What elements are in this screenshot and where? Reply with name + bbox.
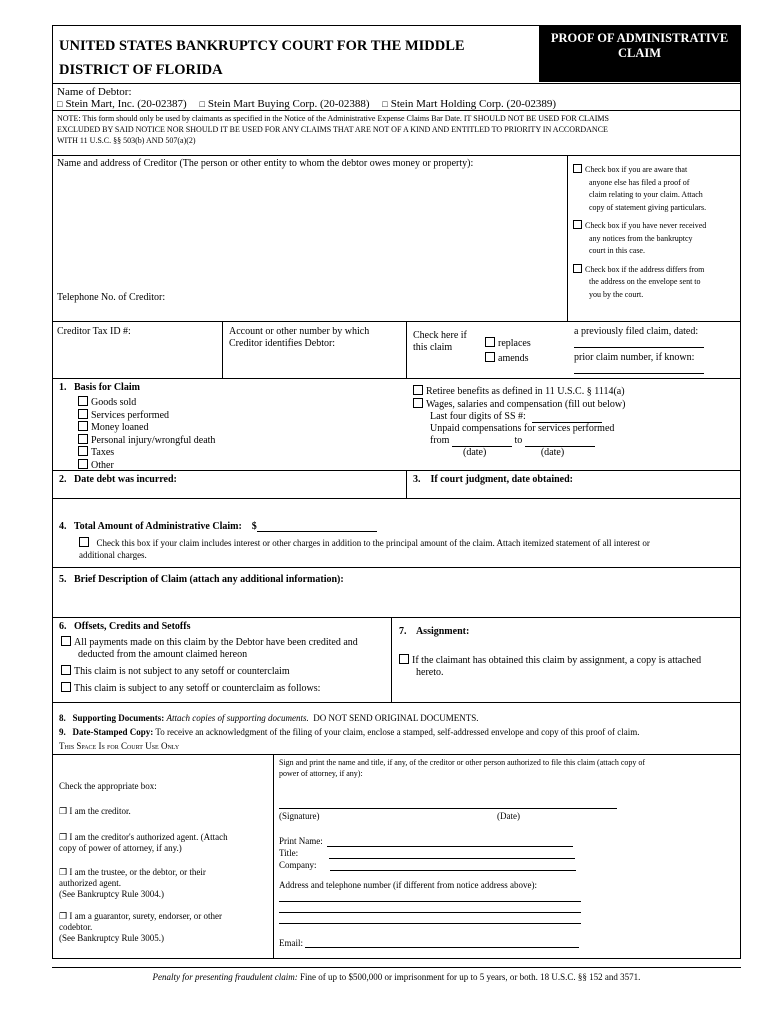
creditor-phone-label: Telephone No. of Creditor: — [57, 292, 166, 303]
debtor-section — [53, 83, 740, 109]
checkbox-icon[interactable]: □ — [382, 99, 388, 109]
wages-check[interactable]: Wages, salaries and compensation (fill out below) — [413, 398, 625, 411]
checkbox-icon[interactable]: □ — [57, 99, 63, 109]
signature-instruction: Sign and print the name and title, if any, of the creditor or other person authorized to file this claim (attach copy of — [279, 758, 646, 767]
supporting-documents-line: 8. Supporting Documents: Attach copies of supporting documents. DO NOT SEND ORIGINAL DOCUMENTS. — [59, 713, 479, 723]
company-label: Company: — [279, 860, 317, 870]
note-text: NOTE: This form should only be used by claimants as specified in the Notice of the Administrative Expense Claims Bar Date. IT SHOULD NOT BE USED FOR CLAIMS — [57, 114, 609, 123]
checkbox-icon[interactable] — [78, 409, 88, 419]
checkbox-icon[interactable] — [399, 654, 409, 664]
from-date-field[interactable] — [452, 439, 512, 447]
checkbox-icon[interactable] — [78, 396, 88, 406]
checkbox-icon[interactable] — [413, 398, 423, 408]
check-here-label: Check here if — [413, 330, 467, 341]
trustee-option[interactable]: ❐ I am the trustee, or the debtor, or their authorized agent. (See Bankruptcy Rule 3004.) — [59, 867, 206, 899]
to-date-caption: (date) — [540, 447, 565, 458]
email-field[interactable] — [305, 942, 579, 948]
supporting-docs-section — [53, 702, 740, 754]
address-field-1[interactable] — [279, 894, 581, 902]
form-title: PROOF OF ADMINISTRATIVE — [550, 31, 729, 45]
assignment-title: 7. Assignment: — [399, 626, 470, 637]
no-notices-check[interactable]: Check box if you have never received any notices from the bankruptcy court in this case. — [573, 220, 738, 258]
ss-digits-label: Last four digits of SS #: — [430, 411, 526, 422]
aware-other-claim-check[interactable]: Check box if you are aware that anyone else has filed a proof of claim relating to your claim. Attach copy of statement giving particulars. — [573, 164, 738, 214]
checkbox-icon[interactable] — [573, 220, 582, 229]
guarantor-option[interactable]: ❐ I am a guarantor, surety, endorser, or other codebtor. (See Bankruptcy Rule 3005.) — [59, 911, 222, 943]
from-date-caption: (date) — [463, 447, 487, 458]
address-differs-check[interactable]: Check box if the address differs from the address on the envelope sent to you by the court. — [573, 264, 738, 302]
company-field[interactable] — [330, 865, 576, 871]
address-field-3[interactable] — [279, 919, 581, 924]
checkbox-icon[interactable] — [413, 385, 423, 395]
checkbox-icon[interactable] — [78, 434, 88, 444]
previous-claim-date-field[interactable] — [574, 342, 704, 348]
account-number-label: Account or other number by which — [229, 326, 370, 337]
checkbox-icon[interactable]: □ — [199, 99, 205, 109]
checkbox-icon[interactable] — [485, 337, 495, 347]
date-caption: (Date) — [497, 811, 520, 821]
prior-claim-number-label: prior claim number, if known: — [574, 352, 695, 363]
total-amount-field[interactable] — [257, 522, 377, 532]
basis-personal-injury[interactable]: Personal injury/wrongful death — [78, 434, 215, 447]
email-label: Email: — [279, 938, 303, 948]
no-setoff-check[interactable]: This claim is not subject to any setoff or counterclaim — [61, 665, 358, 678]
court-title: UNITED STATES BANKRUPTCY COURT FOR THE MIDDLE DISTRICT OF FLORIDA — [59, 38, 465, 78]
signature-caption: (Signature) — [279, 811, 320, 821]
i-am-creditor-option[interactable]: ❐ I am the creditor. — [59, 806, 131, 816]
tax-id-row: Creditor Tax ID #: Account or other number by which Creditor identifies Debtor: Check here if this claim replaces amends a previously filed claim, dated: prior claim number, if known: — [53, 321, 740, 378]
checkbox-icon[interactable]: ❐ — [59, 806, 68, 816]
offsets-title: 6. Offsets, Credits and Setoffs — [59, 621, 191, 632]
debtor-option-buying-corp[interactable]: □ Stein Mart Buying Corp. (20-02388) — [199, 98, 370, 110]
authorized-agent-option[interactable]: ❐ I am the creditor's authorized agent. (Attach copy of power of attorney, if any.) — [59, 832, 228, 853]
checkbox-icon[interactable] — [573, 164, 582, 173]
ss-digits-field[interactable] — [532, 415, 602, 423]
assignment-check[interactable]: If the claimant has obtained this claim by assignment, a copy is attached — [399, 654, 701, 667]
debtor-option-holding-corp[interactable]: □ Stein Mart Holding Corp. (20-02389) — [382, 98, 557, 110]
basis-goods-sold[interactable]: Goods sold — [78, 396, 215, 409]
offsets-credited-check[interactable]: All payments made on this claim by the Debtor have been credited and — [61, 636, 358, 649]
signature-field[interactable] — [279, 807, 617, 809]
court-judgment-label: 3. If court judgment, date obtained: — [413, 474, 573, 485]
prior-claim-number-field[interactable] — [574, 368, 704, 374]
amends-check[interactable]: amends — [485, 351, 531, 366]
address-field-2[interactable] — [279, 908, 581, 913]
checkbox-icon[interactable] — [78, 446, 88, 456]
from-label: from — [430, 435, 450, 446]
print-name-label: Print Name: — [279, 836, 323, 846]
subject-setoff-check[interactable]: This claim is subject to any setoff or counterclaim as follows: — [61, 682, 358, 695]
signature-section: Check the appropriate box: ❐ I am the creditor. ❐ I am the creditor's authorized agent. (Attach copy of power of attorney, if any.) ❐ I am the trustee, or the debtor, or their authorized agent. (See Bankruptcy Rule 3004.) ❐ I am a guarantor, surety, endorser, or other codebtor. (See Bankruptcy Rule 3005.) Sign and print the name and title, if any, of the creditor or other person authorized to file this claim (attach copy of power of attorney, if any): (Signature) (Date) Print Name: Title: Company: Address and telephone number (if different from notice address above): Email: — [53, 754, 740, 960]
checkbox-icon[interactable] — [78, 459, 88, 469]
basis-title: 1. Basis for Claim — [59, 382, 140, 393]
check-appropriate-label: Check the appropriate box: — [59, 781, 157, 791]
penalty-text: Fine of up to $500,000 or imprisonment for up to 5 years, or both. 18 U.S.C. §§ 152 and 3571. — [299, 972, 641, 982]
dates-row — [53, 470, 740, 498]
total-amount-section: 4. Total Amount of Administrative Claim: $ Check this box if your claim includes interest or other charges in addition to the principal amount of the claim. Attach itemized statement of all interest or additional charges. — [53, 498, 740, 567]
creditor-name-label: Name and address of Creditor (The person or other entity to whom the debtor owes money or property): — [57, 158, 474, 169]
creditor-tax-id-label: Creditor Tax ID #: — [57, 326, 131, 337]
description-section — [53, 567, 740, 617]
creditor-section — [53, 155, 740, 321]
date-stamped-copy-line: 9. Date-Stamped Copy: To receive an acknowledgment of the filing of your claim, enclose a stamped, self-addressed envelope and copy of this proof of claim. — [59, 727, 640, 737]
checkbox-icon[interactable]: ❐ — [59, 911, 68, 921]
date-incurred-label: 2. Date debt was incurred: — [59, 474, 177, 485]
unpaid-comp-label: Unpaid compensations for services performed — [430, 423, 615, 434]
court-use-label: This Space Is for Court Use Only — [59, 741, 180, 751]
checkbox-icon[interactable] — [61, 636, 71, 646]
basis-taxes[interactable]: Taxes — [78, 446, 215, 459]
total-amount-label: 4. Total Amount of Administrative Claim: $ — [59, 521, 377, 532]
form-title-block: PROOF OF ADMINISTRATIVE CLAIM — [539, 26, 740, 82]
to-date-field[interactable] — [525, 439, 595, 447]
description-label: 5. Brief Description of Claim (attach any additional information): — [59, 574, 344, 585]
penalty-label: Penalty for presenting fraudulent claim: — [152, 972, 298, 982]
checkbox-icon[interactable]: ❐ — [59, 832, 68, 842]
address-label: Address and telephone number (if different from notice address above): — [279, 880, 537, 890]
note-section: NOTE: This form should only be used by claimants as specified in the Notice of the Administrative Expense Claims Bar Date. IT SHOULD NOT BE USED FOR CLAIMS EXCLUDED BY SAID NOTICE NOR SHOULD IT BE USED FOR ANY CLAIMS THAT ARE NOT OF A KIND AND ENTITLED TO PRIORITY IN ACCORDANCE WITH 11 U.S.C. §§ 503(b) AND 507(a)(2) — [53, 110, 740, 149]
checkbox-icon[interactable] — [61, 665, 71, 675]
basis-section — [53, 378, 740, 470]
to-label: to — [514, 435, 523, 446]
debtor-label: Name of Debtor: — [57, 86, 132, 98]
offsets-assignment-row: 6. Offsets, Credits and Setoffs All payments made on this claim by the Debtor have been credited and deducted from the amount claimed hereon This claim is not subject to any setoff or counterclaim This claim is subject to any setoff or counterclaim as follows: 7. Assignment: If the claimant has obtained this claim by assignment, a copy is attached hereto. — [53, 617, 740, 702]
proof-of-claim-form — [52, 25, 741, 959]
checkbox-icon[interactable] — [79, 537, 89, 547]
checkbox-icon[interactable]: ❐ — [59, 867, 68, 877]
basis-services-performed[interactable]: Services performed — [78, 409, 215, 422]
penalty-footer — [52, 972, 741, 982]
debtor-option-stein-mart[interactable]: □ Stein Mart, Inc. (20-02387) — [57, 98, 187, 110]
checkbox-icon[interactable] — [61, 682, 71, 692]
checkbox-icon[interactable] — [485, 352, 495, 362]
checkbox-icon[interactable] — [573, 264, 582, 273]
previous-claim-date-label: a previously filed claim, dated: — [574, 326, 699, 337]
basis-other[interactable]: Other — [78, 459, 215, 472]
basis-money-loaned[interactable]: Money loaned — [78, 421, 215, 434]
interest-charges-check[interactable]: Check this box if your claim includes interest or other charges in addition to the principal amount of the claim. Attach itemized statement of all interest or — [59, 537, 734, 549]
retiree-benefits-check[interactable]: Retiree benefits as defined in 11 U.S.C. § 1114(a) — [413, 385, 625, 398]
title-label: Title: — [279, 848, 299, 858]
checkbox-icon[interactable] — [78, 421, 88, 431]
footer-rule — [52, 967, 741, 968]
replaces-check[interactable]: replaces — [485, 336, 531, 351]
